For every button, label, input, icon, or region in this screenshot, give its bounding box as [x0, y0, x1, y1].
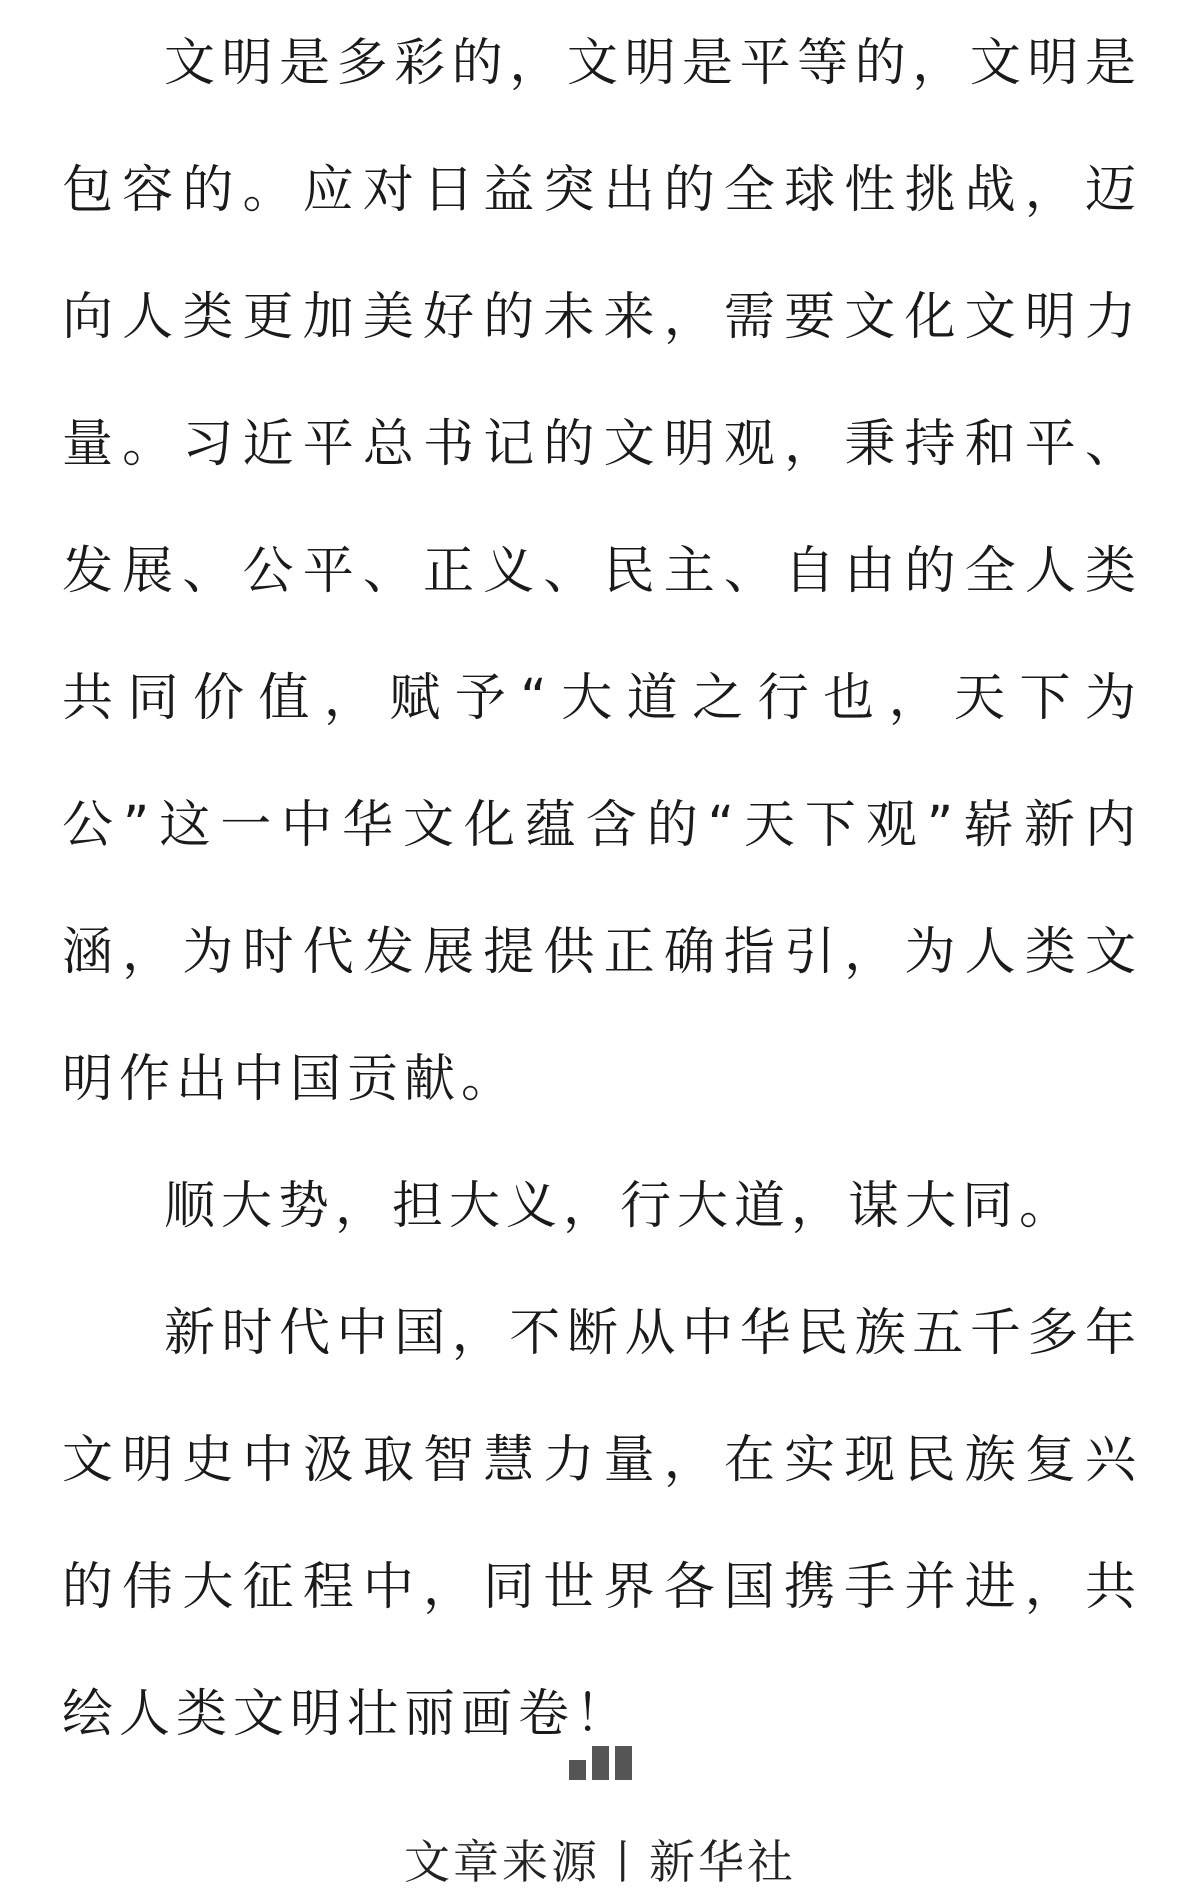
paragraph-great-harmony: 顺大势，担大义，行大道，谋大同。 [164, 1177, 1077, 1236]
signal-bars-icon [569, 1740, 632, 1780]
bar-short [569, 1760, 586, 1780]
article-footer [0, 1740, 1200, 1892]
paragraph-new-era-china: 新时代中国，不断从中华民族五千多年文明史中汲取智慧力量，在实现民族复兴的伟大征程中，同世界各国携手并进，共绘人类文明壮丽画卷！ [62, 1304, 1142, 1744]
article-body [62, 0, 1142, 1778]
bar-tall [615, 1746, 632, 1780]
bar-tall [592, 1746, 609, 1780]
paragraph-civilization-view: 文明是多彩的，文明是平等的，文明是包容的。应对日益突出的全球性挑战，迈向人类更加美好的未来，需要文化文明力量。习近平总书记的文明观，秉持和平、发展、公平、正义、民主、自由的全人类共同价值，赋予“大道之行也，天下为公”这一中华文化蕴含的“天下观”崭新内涵，为时代发展提供正确指引，为人类文明作出中国贡献。 [62, 34, 1142, 1109]
article-source: 文章来源丨新华社 [404, 1835, 796, 1889]
